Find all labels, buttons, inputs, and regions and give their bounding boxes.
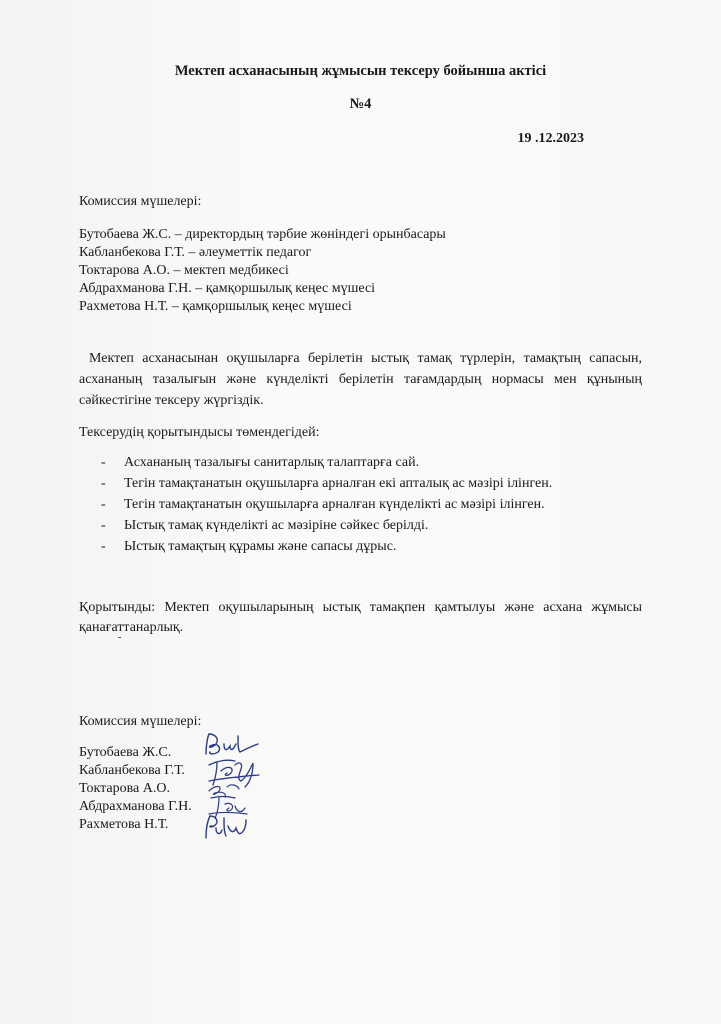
- intro-paragraph: Мектеп асханасынан оқушыларға берілетін ыстық тамақ түрлерін, тамақтың сапасын, асхананың тазалығын және күнделікті берілетін тағамдардың нормасы мен құнының сәйкестігіне тексеру жүргіздік.: [79, 351, 642, 408]
- signature-rakhmetova: [200, 812, 250, 842]
- bullet-dash: -: [101, 497, 106, 512]
- signer-name: Рахметова Н.Т.: [79, 817, 169, 832]
- member-item: Кабланбекова Г.Т. – әлеуметтік педагог: [79, 245, 312, 260]
- signer-name: Бутобаева Ж.С.: [79, 745, 172, 760]
- result-text: Тегін тамақтанатын оқушыларға арналған күнделікті ас мәзірі ілінген.: [124, 497, 545, 512]
- signatures-heading: Комиссия мүшелері:: [79, 714, 202, 729]
- bullet-dash: -: [101, 518, 106, 533]
- signer-name: Абдрахманова Г.Н.: [79, 799, 192, 814]
- member-item: Абдрахманова Г.Н. – қамқоршылық кеңес мүшесі: [79, 281, 376, 296]
- result-item: [79, 538, 552, 559]
- result-item: [79, 454, 552, 475]
- result-item: [79, 517, 552, 538]
- result-item: [79, 496, 552, 517]
- results-list: [79, 454, 552, 559]
- document-number: №4: [349, 96, 372, 112]
- member-item: Бутобаева Ж.С. – директордың тәрбие жөніндегі орынбасары: [79, 227, 446, 242]
- stray-mark: -: [118, 632, 122, 643]
- result-item: [79, 475, 552, 496]
- bullet-dash: -: [101, 455, 106, 470]
- result-text: Ыстық тамақ күнделікті ас мәзіріне сәйкес берілді.: [124, 518, 429, 533]
- bullet-dash: -: [101, 476, 106, 491]
- bullet-dash: -: [101, 539, 106, 554]
- result-text: Асхананың тазалығы санитарлық талаптарға сай.: [124, 455, 420, 470]
- document-title: Мектеп асханасының жұмысын тексеру бойынша актісі: [174, 63, 547, 79]
- signers-list: [79, 744, 192, 834]
- commission-heading: Комиссия мүшелері:: [79, 194, 202, 209]
- signer-name: Токтарова А.О.: [79, 781, 170, 796]
- commission-members-list: [79, 226, 446, 316]
- member-item: Токтарова А.О. – мектеп медбикесі: [79, 263, 289, 278]
- member-item: Рахметова Н.Т. – қамқоршылық кеңес мүшесі: [79, 299, 352, 314]
- result-text: Тегін тамақтанатын оқушыларға арналған екі апталық ас мәзірі ілінген.: [124, 476, 553, 491]
- document-date: 19 .12.2023: [517, 131, 584, 146]
- results-heading: Тексерудің қорытындысы төмендегідей:: [79, 425, 320, 440]
- conclusion-paragraph: Қорытынды: Мектеп оқушыларының ыстық тамақпен қамтылуы және асхана жұмысы қанағаттанарлық.: [79, 600, 642, 635]
- result-text: Ыстық тамақтың құрамы және сапасы дұрыс.: [124, 539, 397, 554]
- signer-name: Кабланбекова Г.Т.: [79, 763, 185, 778]
